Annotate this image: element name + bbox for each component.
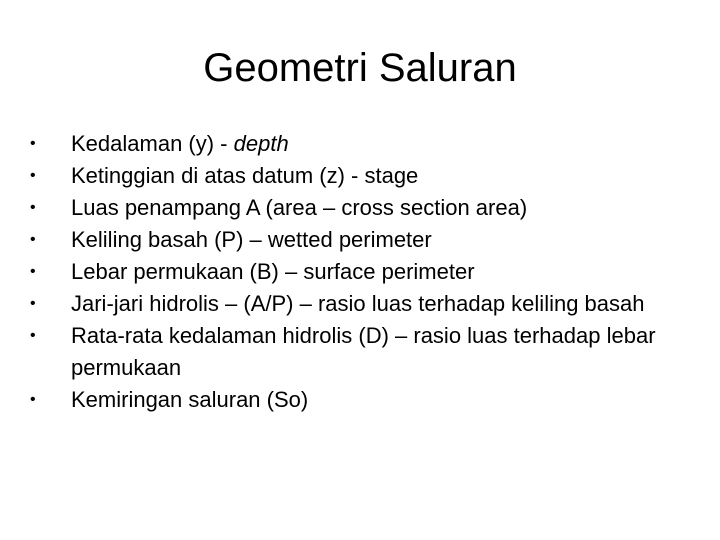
bullet-text: Ketinggian di atas datum (z) - stage [71,163,419,188]
bullet-icon: • [30,263,36,280]
bullet-text: Lebar permukaan (B) – surface perimeter [71,259,475,284]
bullet-item-area [30,192,680,224]
slide-title: Geometri Saluran [203,46,517,90]
bullet-icon: • [30,135,36,152]
bullet-icon: • [30,295,36,312]
bullet-text: Kemiringan saluran (So) [71,387,309,412]
bullet-item-stage [30,160,680,192]
bullet-icon: • [30,391,36,408]
bullet-item-hydraulic-radius [30,288,680,320]
bullet-item-channel-slope [30,384,680,416]
bullet-icon: • [30,199,36,216]
bullet-text: Keliling basah (P) – wetted perimeter [71,227,432,252]
bullet-item-depth [30,128,680,160]
bullet-text: Kedalaman (y) - [71,131,234,156]
bullet-emphasis: depth [233,131,289,156]
bullet-icon: • [30,327,36,344]
bullet-item-hydraulic-depth [30,320,680,384]
bullet-text: Luas penampang A (area – cross section area) [71,195,528,220]
bullet-icon: • [30,167,36,184]
bullet-text: Rata-rata kedalaman hidrolis (D) – rasio luas terhadap lebar permukaan [71,323,656,380]
bullet-list [30,128,680,416]
bullet-item-surface-width [30,256,680,288]
bullet-text: Jari-jari hidrolis – (A/P) – rasio luas terhadap keliling basah [71,291,645,316]
bullet-item-wetted-perimeter [30,224,680,256]
bullet-icon: • [30,231,36,248]
